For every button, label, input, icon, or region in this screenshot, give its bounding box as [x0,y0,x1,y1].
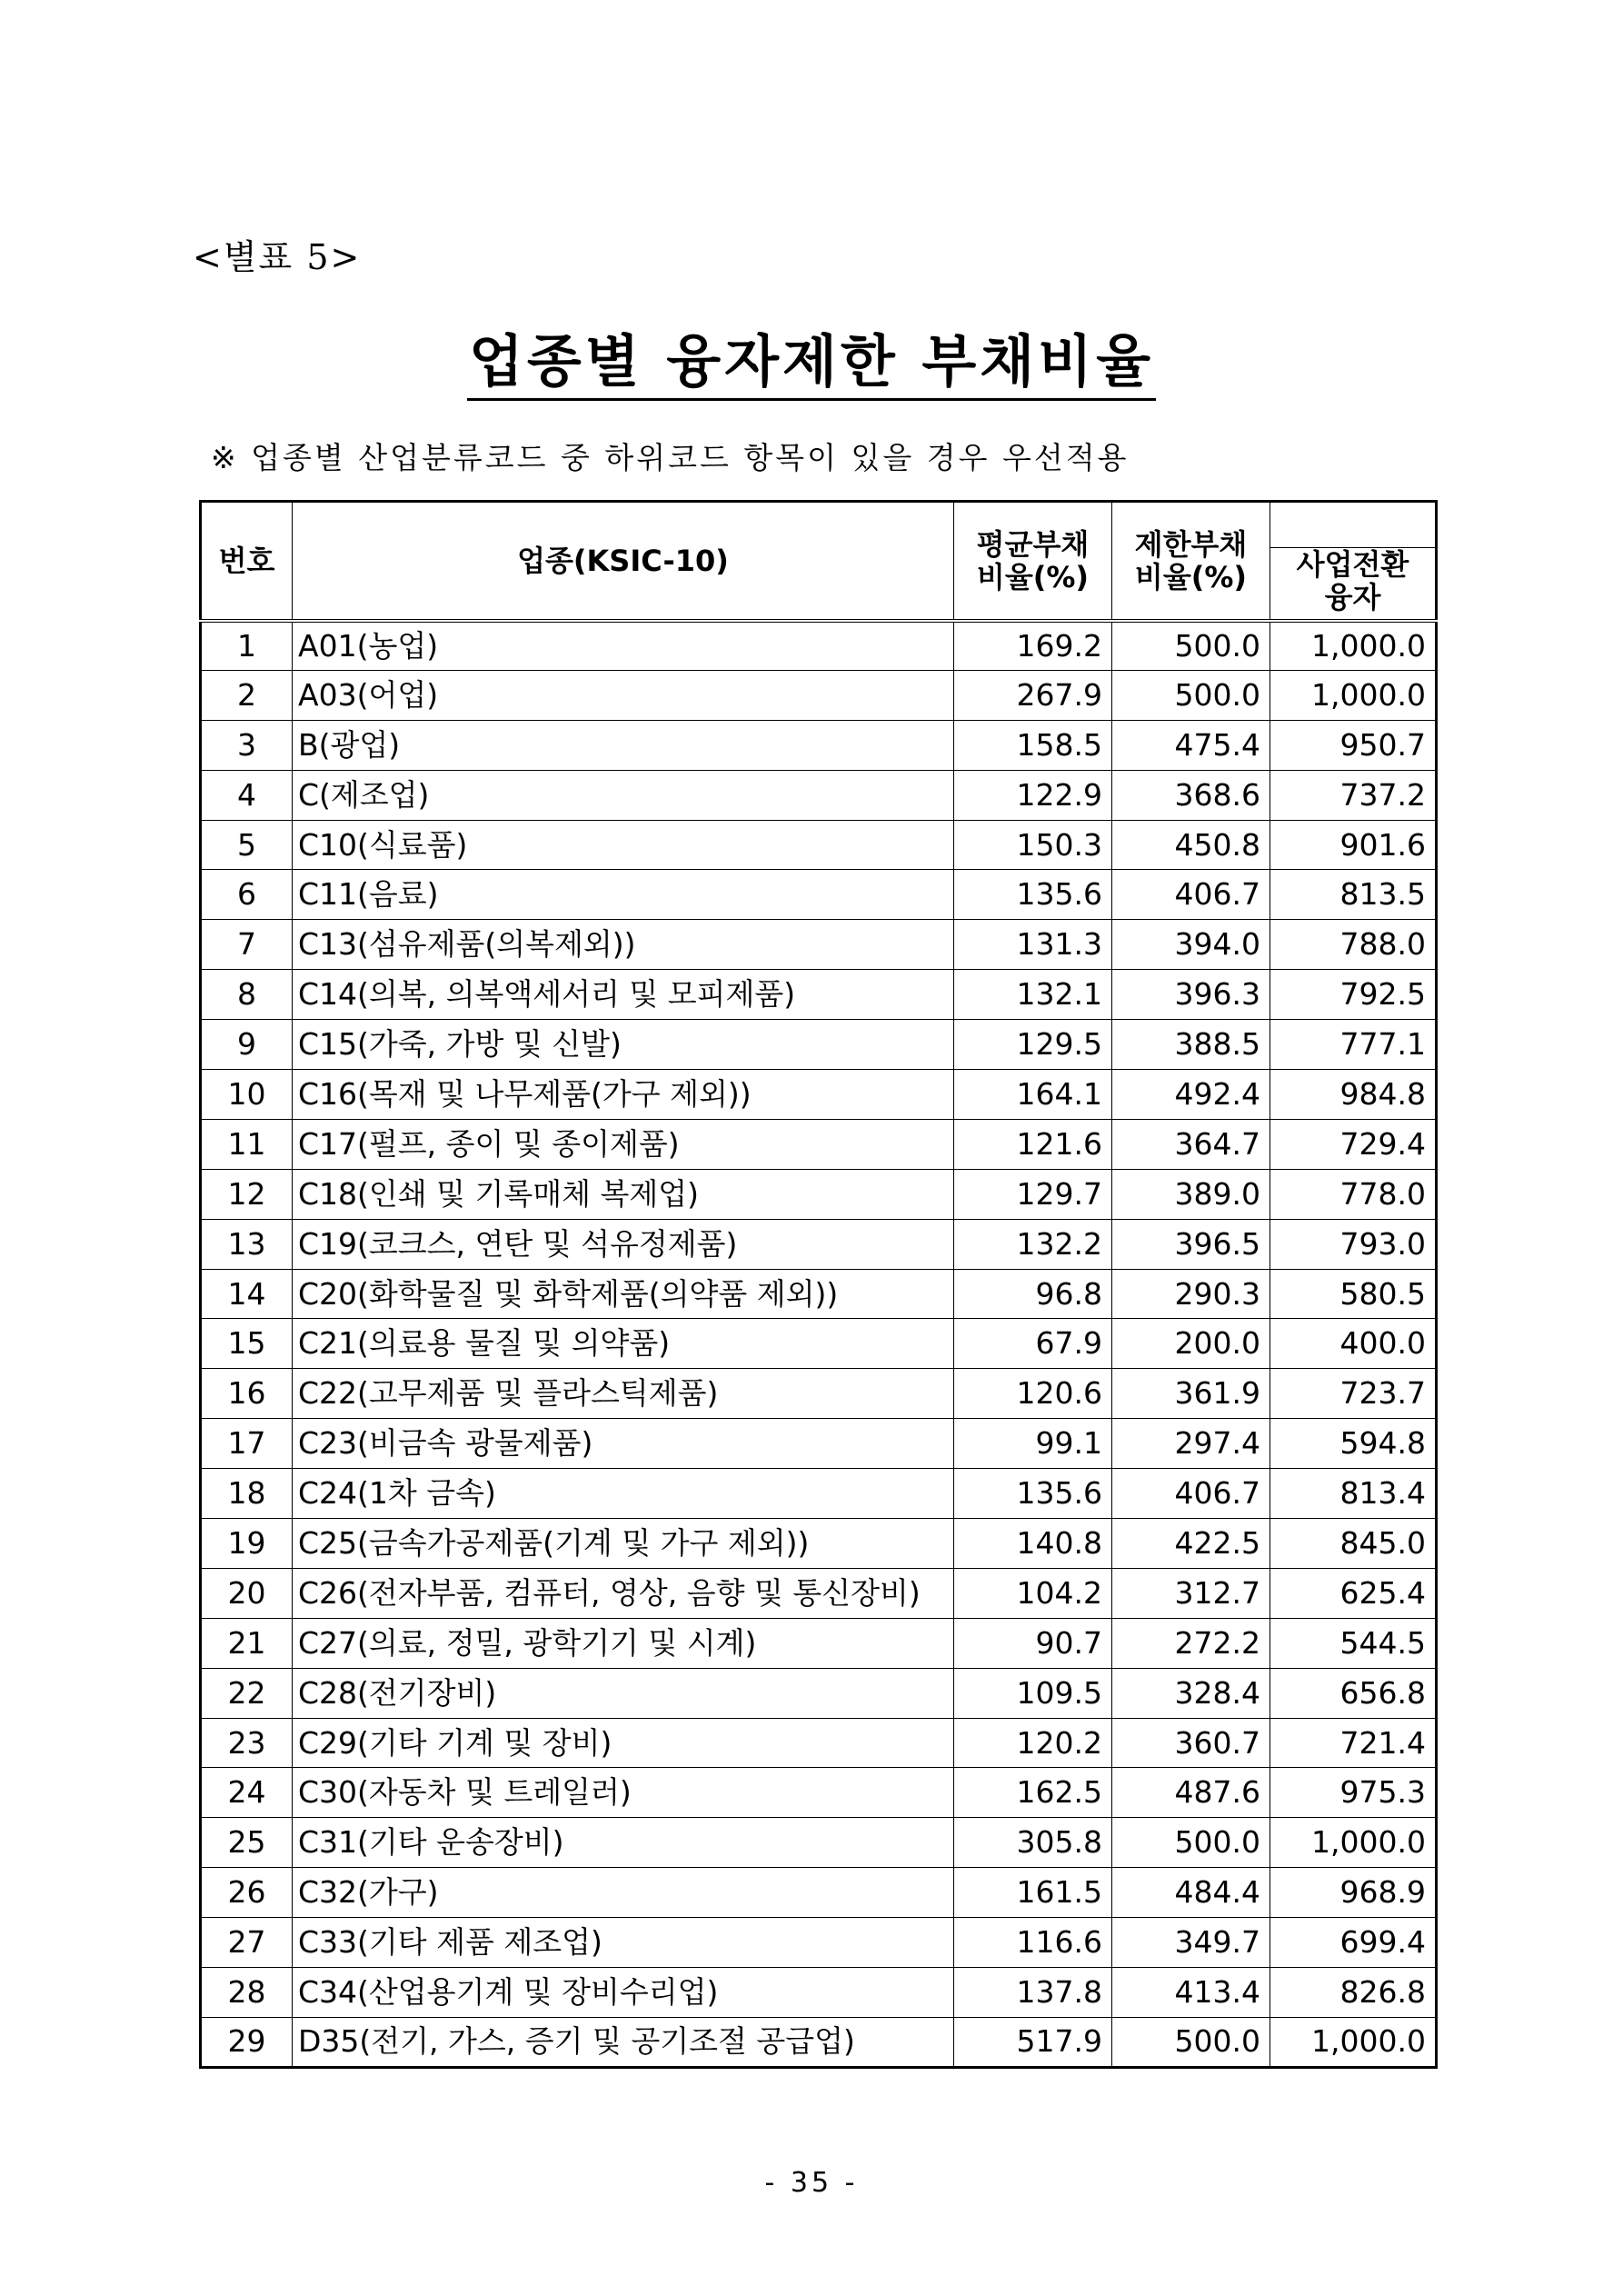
row-limit-debt-ratio: 297.4 [1112,1419,1270,1469]
header-avg-debt-line2: 비율(%) [976,559,1090,594]
table-row [201,720,1437,770]
table-row [201,1868,1437,1918]
row-industry: C26(전자부품, 컴퓨터, 영상, 음향 및 통신장비) [293,1568,954,1618]
row-conversion-ratio: 845.0 [1270,1519,1437,1569]
row-conversion-ratio: 1,000.0 [1270,1818,1437,1868]
table-row [201,1119,1437,1169]
row-conversion-ratio: 737.2 [1270,770,1437,820]
row-limit-debt-ratio: 394.0 [1112,920,1270,970]
page-number: - 35 - [764,2167,859,2199]
table-row [201,1419,1437,1469]
table-row [201,1020,1437,1070]
row-no: 18 [201,1469,293,1519]
row-limit-debt-ratio: 500.0 [1112,2017,1270,2067]
row-no: 29 [201,2017,293,2067]
row-no: 21 [201,1618,293,1668]
row-industry: C11(음료) [293,870,954,920]
header-avg-debt [954,502,1112,621]
table-row [201,1219,1437,1269]
row-conversion-ratio: 813.4 [1270,1469,1437,1519]
table-row [201,1519,1437,1569]
row-no: 9 [201,1020,293,1070]
row-limit-debt-ratio: 361.9 [1112,1369,1270,1419]
row-conversion-ratio: 975.3 [1270,1768,1437,1818]
row-avg-debt-ratio: 135.6 [954,870,1112,920]
row-no: 7 [201,920,293,970]
row-conversion-ratio: 950.7 [1270,720,1437,770]
row-avg-debt-ratio: 116.6 [954,1918,1112,1968]
row-conversion-ratio: 1,000.0 [1270,670,1437,720]
row-limit-debt-ratio: 422.5 [1112,1519,1270,1569]
row-industry: C15(가죽, 가방 및 신발) [293,1020,954,1070]
row-limit-debt-ratio: 388.5 [1112,1020,1270,1070]
row-limit-debt-ratio: 364.7 [1112,1119,1270,1169]
table-row [201,1469,1437,1519]
row-no: 17 [201,1419,293,1469]
row-conversion-ratio: 625.4 [1270,1568,1437,1618]
row-industry: D35(전기, 가스, 증기 및 공기조절 공급업) [293,2017,954,2067]
row-conversion-ratio: 813.5 [1270,870,1437,920]
row-avg-debt-ratio: 135.6 [954,1469,1112,1519]
table-row [201,1968,1437,2018]
row-limit-debt-ratio: 360.7 [1112,1718,1270,1768]
row-industry: C14(의복, 의복액세서리 및 모피제품) [293,970,954,1020]
header-conversion-line1: 사업전환 [1296,546,1409,582]
row-limit-debt-ratio: 487.6 [1112,1768,1270,1818]
row-no: 20 [201,1568,293,1618]
row-no: 4 [201,770,293,820]
row-limit-debt-ratio: 272.2 [1112,1618,1270,1668]
row-conversion-ratio: 788.0 [1270,920,1437,970]
row-limit-debt-ratio: 368.6 [1112,770,1270,820]
row-conversion-ratio: 778.0 [1270,1169,1437,1219]
header-limit-debt-line2: 비율(%) [1134,559,1248,594]
table-row [201,1269,1437,1319]
row-avg-debt-ratio: 137.8 [954,1968,1112,2018]
row-conversion-ratio: 729.4 [1270,1119,1437,1169]
row-avg-debt-ratio: 158.5 [954,720,1112,770]
row-industry: C32(가구) [293,1868,954,1918]
row-avg-debt-ratio: 96.8 [954,1269,1112,1319]
row-industry: C16(목재 및 나무제품(가구 제외)) [293,1070,954,1120]
row-no: 10 [201,1070,293,1120]
row-conversion-ratio: 901.6 [1270,820,1437,870]
row-limit-debt-ratio: 413.4 [1112,1968,1270,2018]
row-limit-debt-ratio: 500.0 [1112,621,1270,671]
row-limit-debt-ratio: 500.0 [1112,1818,1270,1868]
row-no: 28 [201,1968,293,2018]
row-no: 1 [201,621,293,671]
row-industry: C34(산업용기계 및 장비수리업) [293,1968,954,2018]
header-industry: 업종(KSIC-10) [293,502,954,621]
row-conversion-ratio: 777.1 [1270,1020,1437,1070]
row-conversion-ratio: 400.0 [1270,1319,1437,1369]
table-row [201,1718,1437,1768]
row-no: 8 [201,970,293,1020]
table-row [201,1768,1437,1818]
row-limit-debt-ratio: 406.7 [1112,870,1270,920]
row-avg-debt-ratio: 169.2 [954,621,1112,671]
row-industry: C31(기타 운송장비) [293,1818,954,1868]
row-industry: A01(농업) [293,621,954,671]
row-industry: C19(코크스, 연탄 및 석유정제품) [293,1219,954,1269]
row-limit-debt-ratio: 389.0 [1112,1169,1270,1219]
debt-ratio-table [199,500,1438,2069]
table-row [201,1568,1437,1618]
row-industry: C13(섬유제품(의복제외)) [293,920,954,970]
row-industry: C33(기타 제품 제조업) [293,1918,954,1968]
table-row [201,920,1437,970]
row-industry: A03(어업) [293,670,954,720]
row-avg-debt-ratio: 267.9 [954,670,1112,720]
header-conversion-divider [1270,524,1436,548]
table-row [201,1319,1437,1369]
row-industry: C25(금속가공제품(기계 및 가구 제외)) [293,1519,954,1569]
row-conversion-ratio: 594.8 [1270,1419,1437,1469]
row-conversion-ratio: 793.0 [1270,1219,1437,1269]
row-no: 3 [201,720,293,770]
row-avg-debt-ratio: 164.1 [954,1070,1112,1120]
row-avg-debt-ratio: 121.6 [954,1119,1112,1169]
row-industry: C22(고무제품 및 플라스틱제품) [293,1369,954,1419]
row-no: 2 [201,670,293,720]
row-limit-debt-ratio: 484.4 [1112,1868,1270,1918]
row-no: 24 [201,1768,293,1818]
row-no: 12 [201,1169,293,1219]
row-limit-debt-ratio: 328.4 [1112,1668,1270,1718]
annex-label: <별표 5> [193,237,362,277]
row-industry: C24(1차 금속) [293,1469,954,1519]
row-avg-debt-ratio: 517.9 [954,2017,1112,2067]
row-conversion-ratio: 1,000.0 [1270,2017,1437,2067]
row-no: 14 [201,1269,293,1319]
page-title-text: 업종별 융자제한 부채비율 [467,328,1156,401]
row-no: 15 [201,1319,293,1369]
row-no: 11 [201,1119,293,1169]
header-limit-debt-line1: 제한부채 [1134,526,1248,562]
row-industry: C27(의료, 정밀, 광학기기 및 시계) [293,1618,954,1668]
row-industry: C17(펄프, 종이 및 종이제품) [293,1119,954,1169]
row-industry: C29(기타 기계 및 장비) [293,1718,954,1768]
table-row [201,870,1437,920]
header-limit-debt [1112,502,1270,621]
row-avg-debt-ratio: 162.5 [954,1768,1112,1818]
row-avg-debt-ratio: 132.2 [954,1219,1112,1269]
row-industry: C30(자동차 및 트레일러) [293,1768,954,1818]
row-conversion-ratio: 699.4 [1270,1918,1437,1968]
table-row [201,1169,1437,1219]
row-avg-debt-ratio: 90.7 [954,1618,1112,1668]
table-header [201,502,1437,621]
row-limit-debt-ratio: 406.7 [1112,1469,1270,1519]
row-avg-debt-ratio: 150.3 [954,820,1112,870]
table-row [201,1818,1437,1868]
table-row [201,1618,1437,1668]
priority-note: ※ 업종별 산업분류코드 중 하위코드 항목이 있을 경우 우선적용 [211,440,1130,475]
table-row [201,1369,1437,1419]
row-avg-debt-ratio: 120.2 [954,1718,1112,1768]
row-avg-debt-ratio: 161.5 [954,1868,1112,1918]
row-industry: C20(화학물질 및 화학제품(의약품 제외)) [293,1269,954,1319]
row-conversion-ratio: 1,000.0 [1270,621,1437,671]
row-avg-debt-ratio: 140.8 [954,1519,1112,1569]
row-no: 23 [201,1718,293,1768]
row-no: 16 [201,1369,293,1419]
row-industry: C28(전기장비) [293,1668,954,1718]
table-row [201,621,1437,671]
row-avg-debt-ratio: 305.8 [954,1818,1112,1868]
page-title [0,316,1623,397]
row-limit-debt-ratio: 500.0 [1112,670,1270,720]
table-row [201,2017,1437,2067]
row-conversion-ratio: 792.5 [1270,970,1437,1020]
row-avg-debt-ratio: 129.5 [954,1020,1112,1070]
table-row [201,670,1437,720]
row-avg-debt-ratio: 104.2 [954,1568,1112,1618]
row-conversion-ratio: 723.7 [1270,1369,1437,1419]
row-no: 6 [201,870,293,920]
row-limit-debt-ratio: 396.3 [1112,970,1270,1020]
row-industry: C21(의료용 물질 및 의약품) [293,1319,954,1369]
row-avg-debt-ratio: 132.1 [954,970,1112,1020]
row-limit-debt-ratio: 349.7 [1112,1918,1270,1968]
table-row [201,1918,1437,1968]
row-avg-debt-ratio: 120.6 [954,1369,1112,1419]
row-no: 13 [201,1219,293,1269]
header-no: 번호 [201,502,293,621]
row-avg-debt-ratio: 67.9 [954,1319,1112,1369]
row-industry: C(제조업) [293,770,954,820]
row-no: 25 [201,1818,293,1868]
row-conversion-ratio: 826.8 [1270,1968,1437,2018]
row-industry: B(광업) [293,720,954,770]
row-no: 27 [201,1918,293,1968]
row-no: 22 [201,1668,293,1718]
row-industry: C10(식료품) [293,820,954,870]
header-conversion-line2: 융자 [1324,579,1381,614]
row-limit-debt-ratio: 396.5 [1112,1219,1270,1269]
row-conversion-ratio: 721.4 [1270,1718,1437,1768]
header-conversion [1270,502,1437,621]
row-no: 26 [201,1868,293,1918]
row-avg-debt-ratio: 129.7 [954,1169,1112,1219]
row-limit-debt-ratio: 475.4 [1112,720,1270,770]
table-body [201,621,1437,2068]
row-limit-debt-ratio: 450.8 [1112,820,1270,870]
row-limit-debt-ratio: 290.3 [1112,1269,1270,1319]
row-conversion-ratio: 968.9 [1270,1868,1437,1918]
row-conversion-ratio: 656.8 [1270,1668,1437,1718]
row-avg-debt-ratio: 131.3 [954,920,1112,970]
row-industry: C23(비금속 광물제품) [293,1419,954,1469]
row-conversion-ratio: 544.5 [1270,1618,1437,1668]
row-avg-debt-ratio: 122.9 [954,770,1112,820]
row-no: 19 [201,1519,293,1569]
row-avg-debt-ratio: 109.5 [954,1668,1112,1718]
row-industry: C18(인쇄 및 기록매체 복제업) [293,1169,954,1219]
row-conversion-ratio: 580.5 [1270,1269,1437,1319]
row-conversion-ratio: 984.8 [1270,1070,1437,1120]
row-avg-debt-ratio: 99.1 [954,1419,1112,1469]
row-limit-debt-ratio: 492.4 [1112,1070,1270,1120]
header-avg-debt-line1: 평균부채 [976,526,1090,562]
table-row [201,820,1437,870]
row-limit-debt-ratio: 200.0 [1112,1319,1270,1369]
table-row [201,970,1437,1020]
row-no: 5 [201,820,293,870]
table-row [201,1668,1437,1718]
table-row [201,1070,1437,1120]
table-row [201,770,1437,820]
row-limit-debt-ratio: 312.7 [1112,1568,1270,1618]
